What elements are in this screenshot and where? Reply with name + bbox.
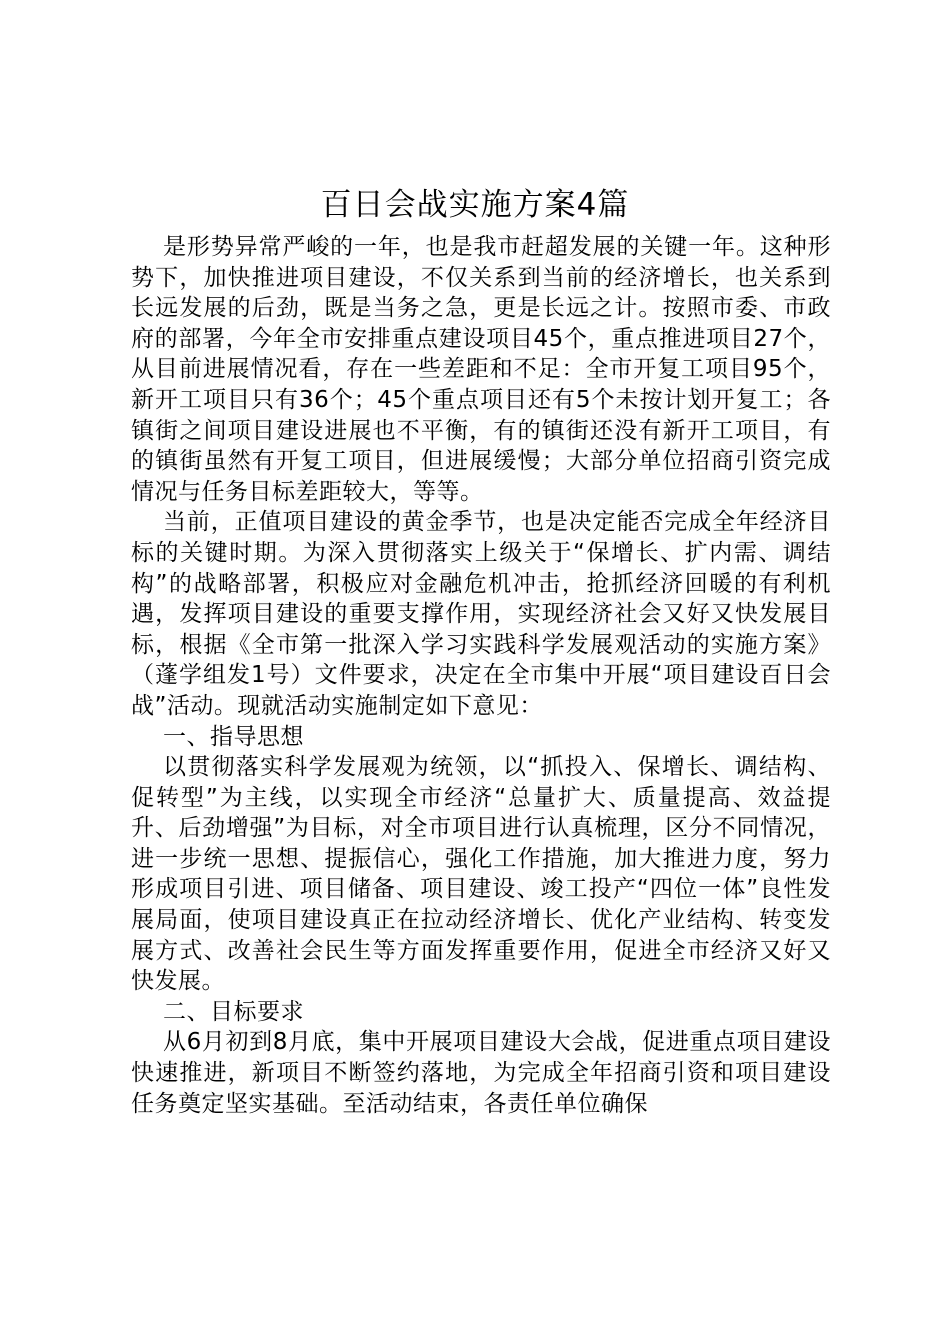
document-title: 百日会战实施方案4篇 [320, 187, 630, 223]
section-heading-guiding-ideology: 一、指导思想 [163, 723, 304, 750]
paragraph-background: 当前，正值项目建设的黄金季节，也是决定能否完成全年经济目标的关键时期。为深入贯彻落实上级关于“保增长、扩内需、调结构”的战略部署，积极应对金融危机冲击，抢抓经济回暖的有利机遇，发挥项目建设的重要支撑作用，实现经济社会又好又快发展目标，根据《全市第一批深入学习实践科学发展观活动的实施方案》（蓬学组发1号）文件要求，决定在全市集中开展“项目建设百日会战”活动。现就活动实施制定如下意见： [131, 509, 831, 719]
paragraph-guiding-ideology: 以贯彻落实科学发展观为统领，以“抓投入、保增长、调结构、促转型”为主线，以实现全市经济“总量扩大、质量提高、效益提升、后劲增强”为目标，对全市项目进行认真梳理，区分不同情况，进一步统一思想、提振信心，强化工作措施，加大推进力度，努力形成项目引进、项目储备、项目建设、竣工投产“四位一体”良性发展局面，使项目建设真正在拉动经济增长、优化产业结构、转变发展方式、改善社会民生等方面发挥重要作用，促进全市经济又好又快发展。 [131, 754, 831, 995]
document-body [131, 232, 831, 1119]
paragraph-targets: 从6月初到8月底，集中开展项目建设大会战，促进重点项目建设快速推进，新项目不断签约落地，为完成全年招商引资和项目建设任务奠定坚实基础。至活动结束，各责任单位确保 [131, 1029, 831, 1117]
section-heading-targets: 二、目标要求 [163, 998, 304, 1025]
paragraph-situation: 是形势异常严峻的一年，也是我市赶超发展的关键一年。这种形势下，加快推进项目建设，不仅关系到当前的经济增长，也关系到长远发展的后劲，既是当务之急，更是长远之计。按照市委、市政府的部署，今年全市安排重点建设项目45个，重点推进项目27个，从目前进展情况看，存在一些差距和不足：全市开复工项目95个，新开工项目只有36个；45个重点项目还有5个未按计划开复工；各镇街之间项目建设进展也不平衡，有的镇街还没有新开工项目，有的镇街虽然有开复工项目，但进展缓慢；大部分单位招商引资完成情况与任务目标差距较大，等等。 [131, 234, 831, 505]
